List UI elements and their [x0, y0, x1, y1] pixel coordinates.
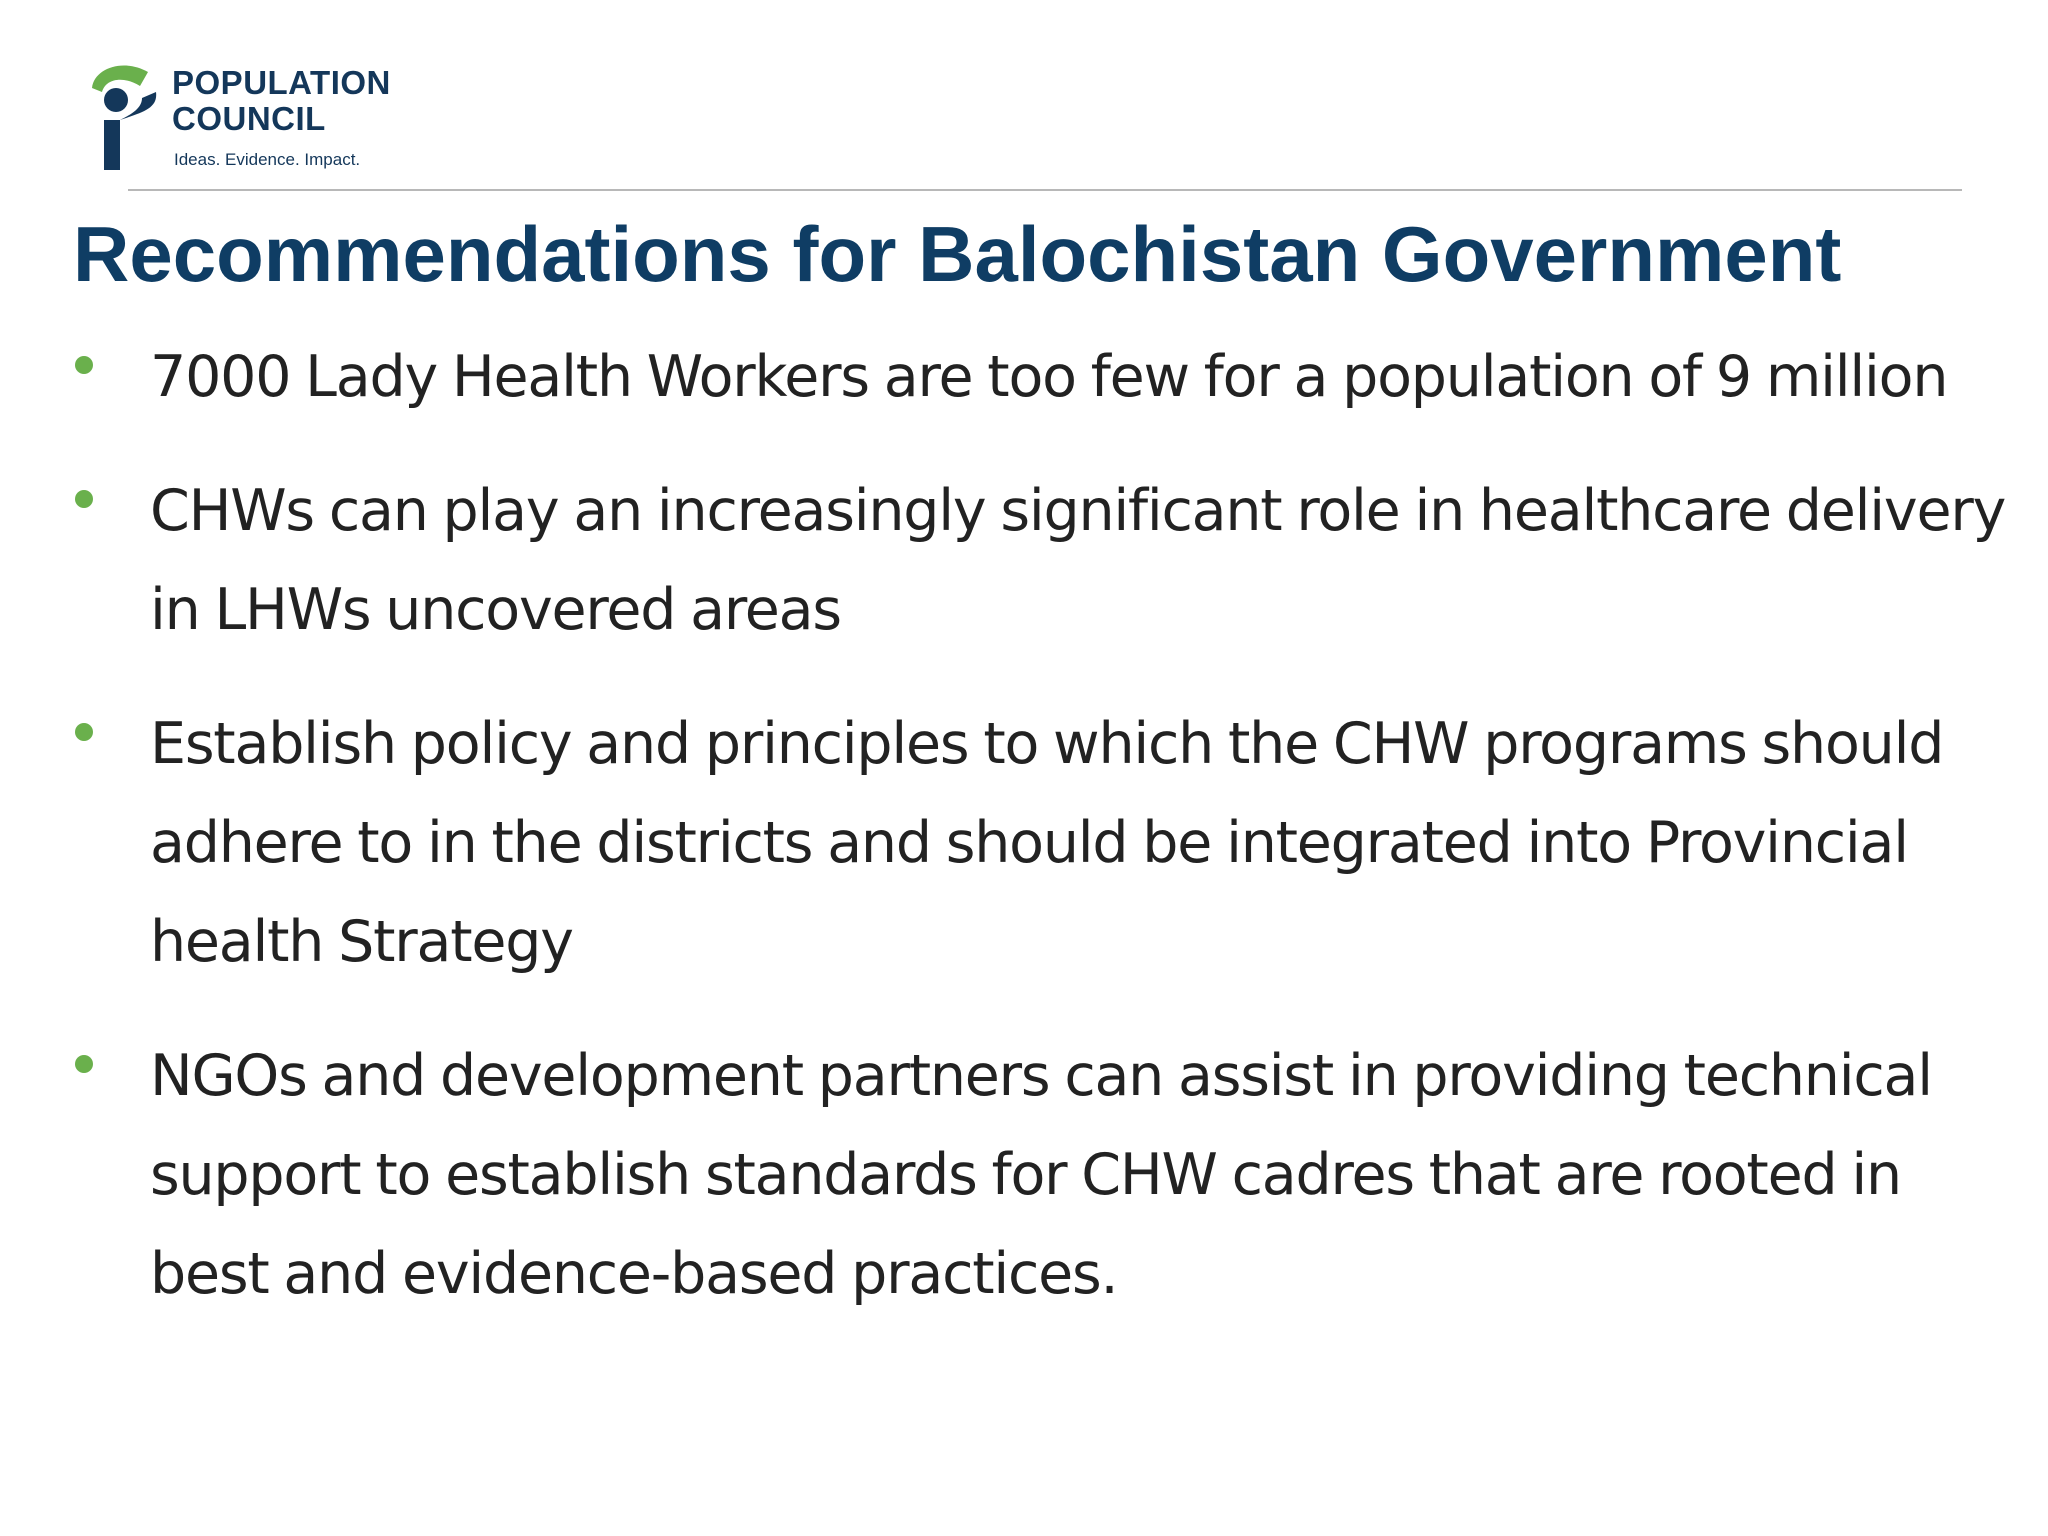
bullet-dot-icon: [75, 1055, 93, 1073]
bullet-dot-icon: [75, 723, 93, 741]
logo-line2: COUNCIL: [172, 100, 326, 137]
logo-tagline: Ideas. Evidence. Impact.: [174, 150, 361, 169]
bullet-text: Establish policy and principles to which the CHW programs should adhere to in the districts and should be integrated into Provincial health Strategy: [150, 711, 1944, 975]
bullet-item: [0, 462, 2048, 660]
bullet-dot-icon: [75, 490, 93, 508]
slide-title: Recommendations for Balochistan Government: [73, 210, 1842, 298]
population-council-mark-icon: [86, 58, 166, 174]
bullet-item: [0, 328, 2048, 427]
bullet-text: CHWs can play an increasingly significant role in healthcare delivery in LHWs uncovered areas: [150, 478, 2006, 643]
population-council-logo: [86, 58, 406, 180]
bullet-item: [0, 695, 2048, 992]
logo-line1: POPULATION: [172, 64, 391, 101]
bullet-text: NGOs and development partners can assist in providing technical support to establish standards for CHW cadres that are rooted in best and evidence-based practices.: [150, 1043, 1932, 1307]
header-divider: [128, 189, 1962, 191]
bullet-text: 7000 Lady Health Workers are too few for a population of 9 million: [150, 344, 1948, 410]
bullet-list: [0, 328, 2048, 1359]
bullet-dot-icon: [75, 356, 93, 374]
bullet-item: [0, 1027, 2048, 1324]
